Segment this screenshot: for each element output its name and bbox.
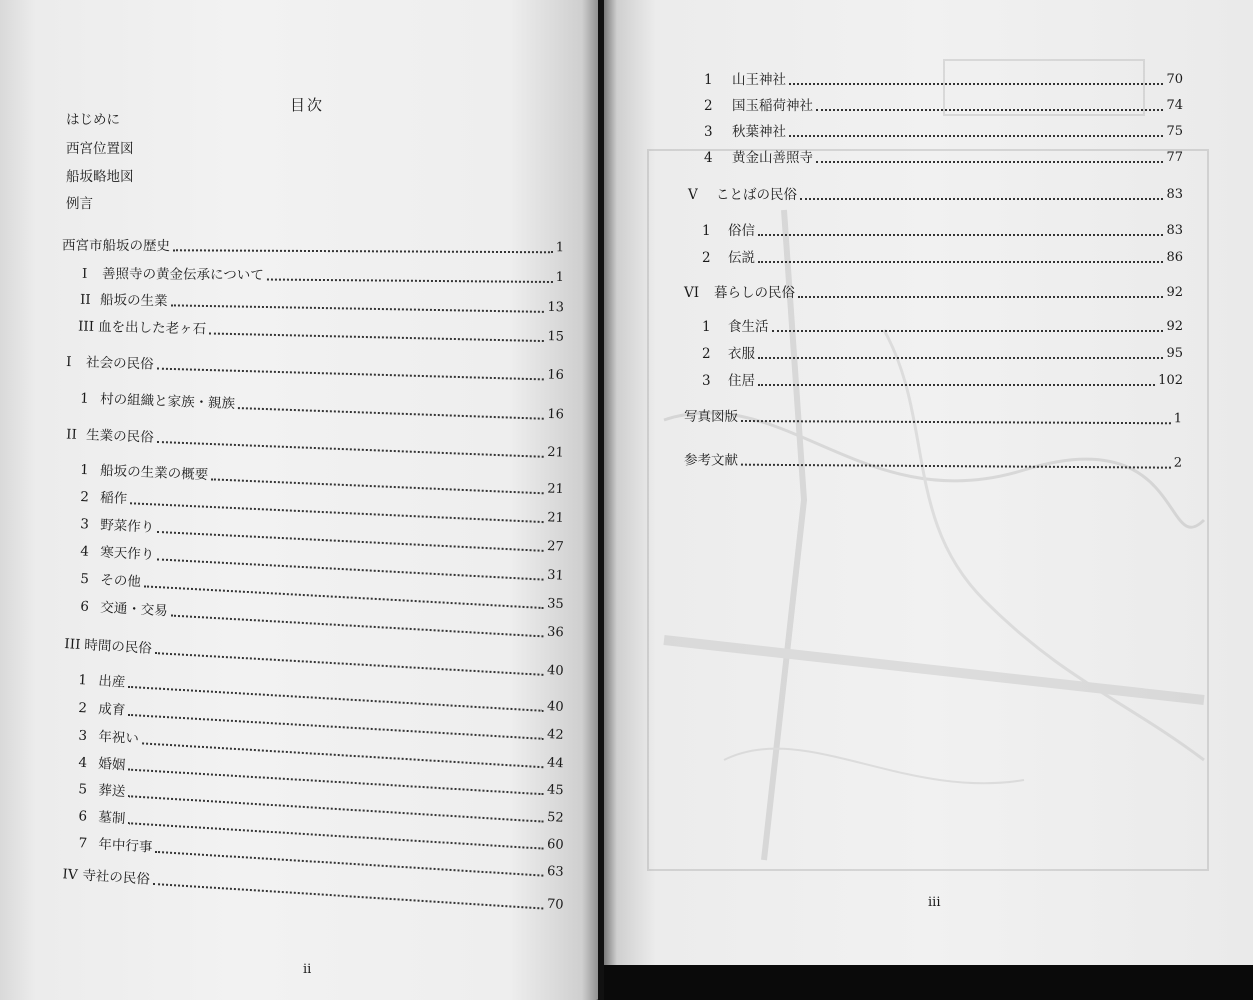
entry-page: 16 bbox=[547, 406, 565, 423]
entry-number: 2 bbox=[79, 489, 90, 506]
entry-label: 墓制 bbox=[97, 809, 126, 828]
entry-page: 74 bbox=[1166, 98, 1183, 113]
entry-number: III bbox=[63, 636, 81, 653]
leader-dots bbox=[816, 161, 1163, 163]
entry-number: VI bbox=[684, 285, 700, 301]
entry-label: 村の組織と家族・親族 bbox=[99, 391, 236, 412]
page-number: ii bbox=[303, 962, 312, 977]
leader-dots bbox=[130, 502, 544, 523]
entry-page: 31 bbox=[546, 567, 565, 584]
entry-label: 秋葉神社 bbox=[732, 124, 786, 140]
toc-entry bbox=[704, 150, 1183, 166]
entry-label: 国玉稲荷神社 bbox=[732, 98, 813, 114]
entry-number: 1 bbox=[702, 223, 711, 239]
leader-dots bbox=[758, 384, 1155, 386]
entry-label: その他 bbox=[99, 572, 142, 591]
entry-number: 1 bbox=[77, 672, 88, 689]
entry-page: 70 bbox=[1166, 72, 1183, 87]
leader-dots bbox=[800, 198, 1163, 200]
toc-entry bbox=[78, 318, 564, 345]
entry-page: 15 bbox=[547, 329, 565, 345]
entry-page: 75 bbox=[1166, 124, 1183, 139]
entry-number: IV bbox=[61, 866, 79, 884]
entry-page: 21 bbox=[547, 444, 565, 461]
entry-number: 3 bbox=[702, 373, 711, 389]
entry-number: 7 bbox=[77, 835, 88, 852]
entry-number: 2 bbox=[704, 98, 713, 114]
entry-label: 出産 bbox=[97, 673, 126, 691]
entry-page: 63 bbox=[546, 863, 565, 880]
entry-page: 52 bbox=[546, 809, 565, 826]
entry-label: 衣服 bbox=[728, 346, 755, 362]
entry-label: 社会の民俗 bbox=[85, 354, 154, 373]
entry-label: 善照寺の黄金伝承について bbox=[101, 266, 264, 284]
toc-entry bbox=[684, 285, 1183, 301]
entry-page: 92 bbox=[1166, 319, 1183, 334]
right-page bbox=[604, 0, 1253, 1000]
entry-label: 俗信 bbox=[728, 223, 755, 239]
entry-number: 2 bbox=[702, 250, 711, 266]
entry-label: 黄金山善照寺 bbox=[732, 150, 813, 166]
entry-label: 成育 bbox=[97, 701, 126, 719]
entry-number: 4 bbox=[704, 150, 713, 166]
leader-dots bbox=[170, 615, 543, 638]
entry-label: 暮らしの民俗 bbox=[714, 285, 795, 301]
entry-number: 3 bbox=[79, 516, 90, 533]
entry-label: 婚姻 bbox=[97, 755, 126, 774]
leader-dots bbox=[170, 304, 544, 313]
toc-entry bbox=[80, 391, 564, 424]
entry-page: 86 bbox=[1166, 250, 1183, 265]
entry-page: 1 bbox=[1173, 411, 1183, 427]
leader-dots bbox=[816, 109, 1163, 111]
leader-dots bbox=[741, 420, 1171, 424]
entry-label: 西宮市船坂の歴史 bbox=[61, 237, 171, 255]
entry-label: 交通・交易 bbox=[99, 599, 169, 620]
entry-label: 時間の民俗 bbox=[83, 637, 153, 657]
entry-label: 伝説 bbox=[728, 250, 755, 266]
entry-page: 40 bbox=[546, 699, 565, 715]
leader-dots bbox=[156, 368, 544, 381]
leader-dots bbox=[758, 357, 1163, 359]
toc-entry bbox=[684, 452, 1182, 471]
toc-entry bbox=[702, 319, 1183, 335]
entry-page: 95 bbox=[1166, 346, 1183, 361]
toc-entry bbox=[80, 292, 564, 316]
entry-number: II bbox=[65, 426, 78, 443]
leader-dots bbox=[741, 464, 1171, 469]
entry-page: 42 bbox=[546, 727, 565, 743]
entry-label: 山王神社 bbox=[732, 72, 786, 88]
leader-dots bbox=[157, 531, 544, 552]
entry-page: 13 bbox=[547, 299, 565, 316]
entry-label: 生業の民俗 bbox=[85, 427, 154, 446]
entry-page: 1 bbox=[555, 270, 565, 286]
entry-label: 野菜作り bbox=[99, 517, 155, 536]
entry-label: 年祝い bbox=[97, 728, 140, 748]
leader-dots bbox=[789, 83, 1163, 85]
entry-number: 1 bbox=[702, 319, 711, 335]
entry-page: 102 bbox=[1158, 373, 1183, 388]
entry-page: 21 bbox=[546, 510, 565, 526]
leader-dots bbox=[155, 851, 544, 877]
front-matter-item: はじめに bbox=[66, 112, 120, 128]
entry-label: 写真図版 bbox=[683, 408, 739, 425]
entry-number: III bbox=[77, 318, 95, 335]
entry-page: 92 bbox=[1166, 285, 1183, 300]
entry-number: V bbox=[688, 187, 698, 203]
entry-number: 4 bbox=[79, 543, 90, 560]
leader-dots bbox=[758, 234, 1163, 236]
page-number: iii bbox=[928, 895, 941, 910]
entry-label: 血を出した老ヶ石 bbox=[97, 318, 207, 338]
entry-page: 83 bbox=[1166, 187, 1183, 202]
entry-label: ことばの民俗 bbox=[716, 187, 797, 203]
entry-number: 1 bbox=[704, 72, 713, 88]
leader-dots bbox=[758, 261, 1163, 263]
entry-label: 住居 bbox=[728, 373, 755, 389]
leader-dots bbox=[209, 332, 544, 342]
toc-title: 目次 bbox=[290, 96, 325, 114]
entry-number: I bbox=[81, 265, 88, 282]
entry-number: 2 bbox=[77, 700, 88, 717]
toc-entry bbox=[684, 409, 1182, 428]
entry-page: 70 bbox=[546, 896, 565, 913]
entry-label: 参考文献 bbox=[683, 452, 739, 469]
leader-dots bbox=[211, 478, 544, 494]
entry-number: 3 bbox=[704, 124, 713, 140]
leader-dots bbox=[156, 441, 544, 458]
front-matter-item: 西宮位置図 bbox=[66, 141, 134, 157]
toc-entry bbox=[704, 72, 1183, 88]
front-matter-item: 船坂略地図 bbox=[66, 169, 134, 185]
left-page bbox=[0, 0, 600, 1000]
entry-number: 5 bbox=[77, 781, 88, 798]
entry-number: 6 bbox=[79, 598, 90, 615]
toc-entry bbox=[702, 250, 1183, 266]
entry-page: 77 bbox=[1166, 150, 1183, 165]
entry-label: 年中行事 bbox=[97, 836, 153, 856]
entry-label: 食生活 bbox=[728, 319, 769, 335]
entry-page: 40 bbox=[546, 663, 565, 679]
entry-page: 83 bbox=[1166, 223, 1183, 238]
front-matter-item: 例言 bbox=[66, 196, 93, 212]
page-bottom-shadow bbox=[604, 965, 1253, 1000]
toc-entry bbox=[688, 187, 1183, 203]
entry-number: 4 bbox=[77, 754, 88, 772]
entry-page: 35 bbox=[546, 596, 565, 613]
entry-page: 16 bbox=[547, 367, 565, 383]
toc-entry bbox=[62, 238, 564, 257]
entry-page: 21 bbox=[546, 481, 565, 498]
leader-dots bbox=[798, 296, 1163, 298]
leader-dots bbox=[772, 330, 1164, 332]
toc-entry bbox=[702, 373, 1183, 389]
entry-number: 3 bbox=[77, 727, 88, 745]
leader-dots bbox=[153, 883, 544, 910]
entry-label: 寒天作り bbox=[99, 544, 155, 564]
entry-number: I bbox=[65, 354, 72, 371]
toc-entry bbox=[704, 98, 1183, 114]
entry-label: 稲作 bbox=[99, 489, 128, 508]
toc-entry bbox=[64, 636, 564, 680]
entry-number: II bbox=[79, 291, 91, 308]
entry-number: 1 bbox=[79, 461, 90, 479]
entry-label: 船坂の生業 bbox=[99, 292, 168, 310]
entry-label: 船坂の生業の概要 bbox=[99, 462, 209, 484]
entry-page: 44 bbox=[546, 755, 565, 772]
entry-label: 寺社の民俗 bbox=[81, 867, 151, 888]
entry-label: 葬送 bbox=[97, 782, 126, 801]
toc-entry bbox=[702, 346, 1183, 362]
entry-number: 5 bbox=[79, 570, 90, 588]
toc-entry bbox=[82, 266, 564, 286]
entry-number: 2 bbox=[702, 346, 711, 362]
toc-entry bbox=[66, 426, 564, 461]
entry-page: 2 bbox=[1173, 455, 1183, 471]
leader-dots bbox=[173, 249, 553, 253]
toc-entry bbox=[704, 124, 1183, 140]
entry-page: 60 bbox=[546, 836, 565, 853]
entry-number: 1 bbox=[79, 390, 90, 407]
leader-dots bbox=[267, 279, 553, 283]
entry-page: 27 bbox=[546, 539, 565, 555]
leader-dots bbox=[789, 135, 1163, 137]
leader-dots bbox=[238, 407, 544, 420]
entry-page: 36 bbox=[546, 624, 565, 641]
toc-entry bbox=[66, 354, 564, 384]
entry-page: 45 bbox=[546, 782, 565, 799]
entry-page: 1 bbox=[555, 240, 565, 256]
leader-dots bbox=[154, 652, 543, 676]
entry-number: 6 bbox=[77, 808, 88, 825]
toc-entry bbox=[702, 223, 1183, 239]
